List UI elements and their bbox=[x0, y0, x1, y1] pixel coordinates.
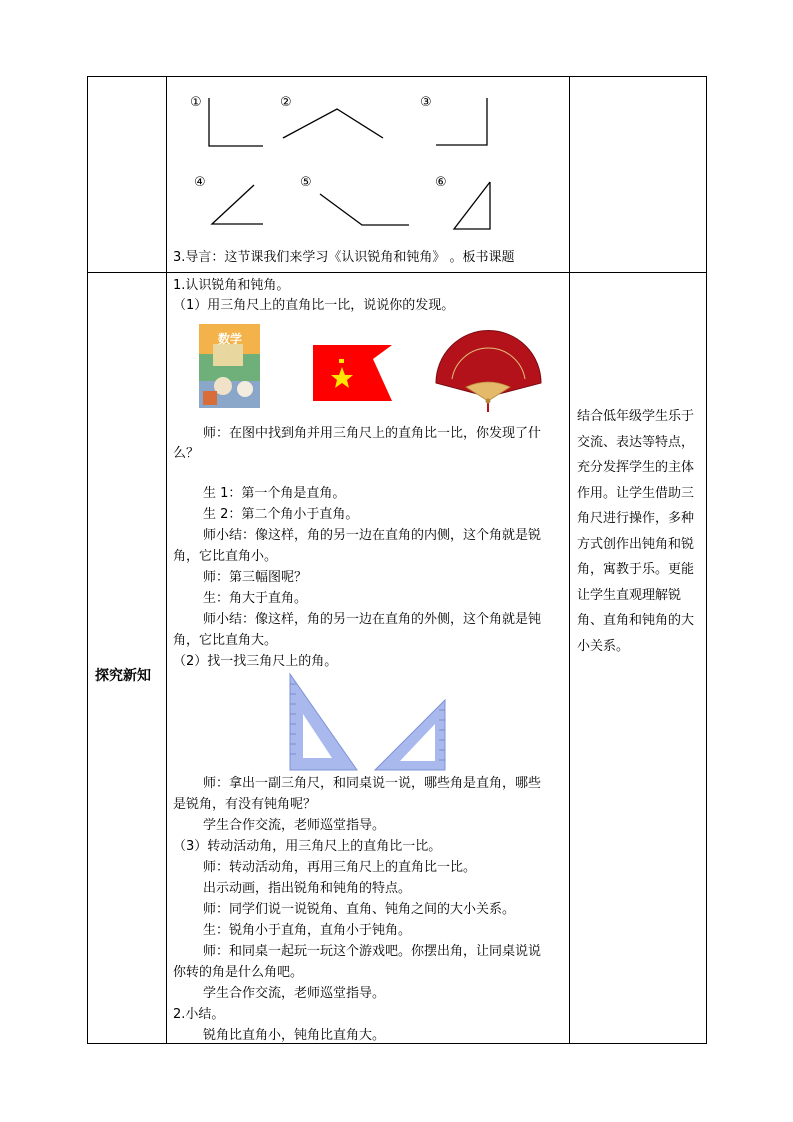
text-line: （1）用三角尺上的直角比一比，说说你的发现。 bbox=[173, 298, 455, 313]
set-squares-image bbox=[287, 672, 487, 772]
text-line: 师：和同桌一起玩一玩这个游戏吧。你摆出角，让同桌说说 bbox=[203, 944, 542, 959]
table-border-bottom bbox=[87, 1043, 707, 1044]
folding-fan-image bbox=[436, 331, 541, 413]
text-line: 师：转动活动角，再用三角尺上的直角比一比。 bbox=[203, 860, 477, 875]
text-line: 是锐角，有没有钝角呢？ bbox=[173, 797, 317, 812]
angle-figure-acute-6 bbox=[454, 182, 490, 229]
book-cover-title: 数学 bbox=[218, 332, 243, 346]
text-line: 生：锐角小于直角，直角小于钝角。 bbox=[203, 923, 412, 938]
table-row-divider bbox=[87, 272, 707, 273]
intro-line: 3.导言：这节课我们来学习《认识锐角和钝角》 。板书课题 bbox=[173, 250, 515, 265]
angle-figure-acute-4 bbox=[212, 185, 263, 224]
text-line: 师小结：像这样，角的另一边在直角的外侧，这个角就是钝 bbox=[203, 612, 542, 627]
angle-label-5: ⑤ bbox=[300, 175, 312, 190]
text-line: 你转的角是什么角吧。 bbox=[173, 965, 304, 980]
example-pictures bbox=[173, 319, 573, 414]
text-line: 师：第三幅图呢？ bbox=[203, 570, 308, 585]
set-square-isosceles bbox=[375, 700, 445, 770]
lesson-table bbox=[87, 76, 707, 1044]
text-line: （3）转动活动角，用三角尺上的直角比一比。 bbox=[173, 839, 442, 854]
text-line: 1.认识锐角和钝角。 bbox=[173, 278, 290, 293]
text-line: 学生合作交流，老师巡堂指导。 bbox=[203, 818, 386, 833]
angle-figure-obtuse-2 bbox=[283, 109, 383, 138]
angle-label-4: ④ bbox=[194, 175, 206, 190]
set-square-tall bbox=[290, 674, 357, 770]
text-line: 师：在图中找到角并用三角尺上的直角比一比，你发现了什 bbox=[203, 426, 542, 441]
angle-figure-right-3 bbox=[436, 98, 487, 145]
angle-label-1: ① bbox=[190, 95, 202, 110]
angle-label-2: ② bbox=[280, 95, 292, 110]
design-note: 结合低年级学生乐于交流、表达等特点，充分发挥学生的主体作用。让学生借助三角尺进行操作，多种方式创作出钝角和锐角，寓教于乐。更能让学生直观理解锐角、直角和钝角的大小关系。 bbox=[577, 409, 695, 654]
text-line: 么？ bbox=[173, 446, 200, 461]
text-line: 师小结：像这样，角的另一边在直角的内侧，这个角就是锐 bbox=[203, 528, 542, 543]
text-line: 出示动画，指出锐角和钝角的特点。 bbox=[203, 881, 412, 896]
text-line: 师：拿出一副三角尺，和同桌说一说，哪些角是直角，哪些 bbox=[203, 776, 542, 791]
text-line: 2.小结。 bbox=[173, 1007, 225, 1022]
text-line: 角，它比直角小。 bbox=[173, 549, 278, 564]
section-label: 探究新知 bbox=[95, 668, 151, 684]
angle-figures bbox=[87, 76, 707, 272]
text-line: 生 2：第二个角小于直角。 bbox=[203, 507, 359, 522]
text-line: 师：同学们说一说锐角、直角、钝角之间的大小关系。 bbox=[203, 902, 516, 917]
text-line: 生 1：第一个角是直角。 bbox=[203, 486, 346, 501]
angle-label-3: ③ bbox=[420, 95, 432, 110]
angle-label-6: ⑥ bbox=[435, 175, 447, 190]
text-line: 生：角大于直角。 bbox=[203, 591, 308, 606]
text-line: 角，它比直角大。 bbox=[173, 633, 278, 648]
angle-figure-right-1 bbox=[209, 98, 263, 146]
text-line: 学生合作交流，老师巡堂指导。 bbox=[203, 986, 386, 1001]
text-line: 锐角比直角小，钝角比直角大。 bbox=[203, 1028, 386, 1043]
flag-image bbox=[313, 345, 392, 401]
text-line: （2）找一找三角尺上的角。 bbox=[173, 654, 338, 669]
angle-figure-obtuse-5 bbox=[320, 194, 409, 225]
